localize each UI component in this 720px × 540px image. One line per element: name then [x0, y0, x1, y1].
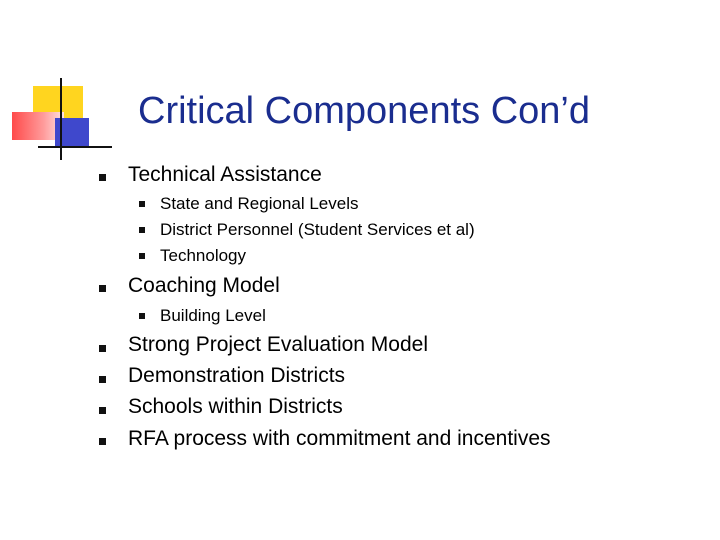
bullet-marker-icon: [139, 227, 145, 233]
bullet-item: RFA process with commitment and incentives: [128, 427, 551, 450]
bullet-marker-icon: [99, 376, 106, 383]
bullet-marker-icon: [139, 201, 145, 207]
bullet-marker-icon: [99, 438, 106, 445]
bullet-item: Demonstration Districts: [128, 364, 346, 387]
sub-bullet-item: Building Level: [160, 306, 266, 325]
bullet-item: Schools within Districts: [128, 395, 343, 418]
sub-bullet-item: District Personnel (Student Services et al): [160, 220, 475, 239]
slide-title: Critical Components Con’d: [138, 90, 590, 132]
bullet-item: Technical Assistance: [128, 163, 322, 186]
bullet-marker-icon: [139, 253, 145, 259]
bullet-marker-icon: [99, 285, 106, 292]
bullet-marker-icon: [139, 313, 145, 319]
bullet-marker-icon: [99, 345, 106, 352]
bullet-item: Strong Project Evaluation Model: [128, 333, 428, 356]
bullet-item: Coaching Model: [128, 274, 280, 297]
bullet-marker-icon: [99, 407, 106, 414]
sub-bullet-item: Technology: [160, 246, 247, 265]
sub-bullet-item: State and Regional Levels: [160, 194, 359, 213]
bullet-marker-icon: [99, 174, 106, 181]
